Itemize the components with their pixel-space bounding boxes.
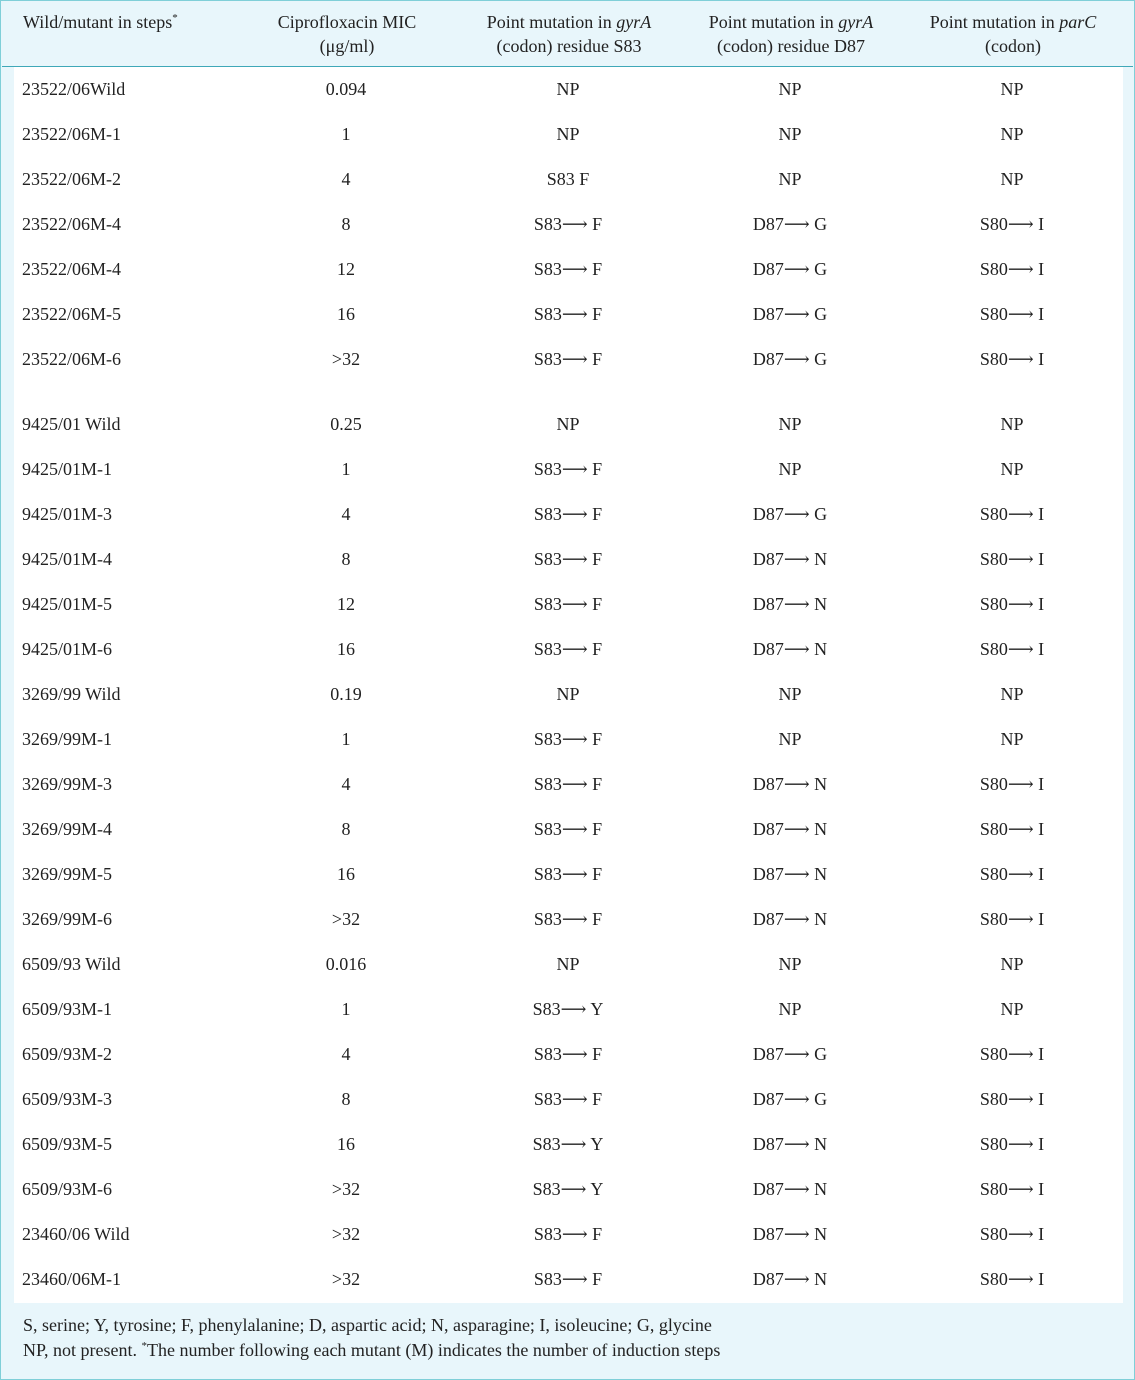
table-cell: S80⟶ I (979, 1089, 1045, 1109)
table-cell: S80⟶ I (979, 1224, 1045, 1244)
table-cell: NP (1000, 414, 1024, 434)
table-cell: S83⟶ F (533, 459, 603, 479)
header-text: (μg/ml) (319, 36, 375, 56)
table-cell: >32 (331, 1269, 361, 1289)
table-row (14, 807, 1123, 852)
table-cell: NP (556, 684, 580, 704)
table-cell: 23522/06M-1 (22, 124, 121, 144)
table-cell: S80⟶ I (979, 1134, 1045, 1154)
table-cell: 23522/06M-5 (22, 304, 121, 324)
table-row (14, 292, 1123, 337)
table-row (14, 582, 1123, 627)
table-cell: 1 (341, 124, 351, 144)
table-cell: NP (778, 459, 802, 479)
table-cell: 3269/99M-6 (22, 909, 112, 929)
table-cell: D87⟶ N (752, 594, 828, 614)
table-row (14, 1212, 1123, 1257)
table-row (14, 157, 1123, 202)
header-gyra-d87 (680, 10, 902, 58)
table-row (14, 762, 1123, 807)
table-cell: >32 (331, 1224, 361, 1244)
table-row (14, 627, 1123, 672)
header-text: Wild/mutant in steps (23, 12, 173, 32)
table-cell: D87⟶ G (752, 214, 828, 234)
table-cell: 6509/93M-6 (22, 1179, 112, 1199)
table-cell: 9425/01M-6 (22, 639, 112, 659)
table-cell: S80⟶ I (979, 864, 1045, 884)
table-cell: D87⟶ N (752, 864, 828, 884)
table-cell: 23522/06M-2 (22, 169, 121, 189)
table-cell: S80⟶ I (979, 909, 1045, 929)
table-cell: NP (778, 414, 802, 434)
table-cell: S80⟶ I (979, 1044, 1045, 1064)
table-cell: NP (1000, 684, 1024, 704)
table-row (14, 1167, 1123, 1212)
table-row (14, 537, 1123, 582)
table-cell: NP (778, 954, 802, 974)
table-cell: S83⟶ F (533, 729, 603, 749)
table-cell: NP (556, 124, 580, 144)
table-row (14, 1257, 1123, 1302)
table-cell: S80⟶ I (979, 504, 1045, 524)
table-cell: S83⟶ F (533, 864, 603, 884)
table-row (14, 112, 1123, 157)
table-cell: NP (778, 124, 802, 144)
header-text: Point mutation in (929, 12, 1060, 32)
footnote-text: NP, not present. (23, 1340, 142, 1360)
header-gene: parC (1059, 12, 1097, 32)
header-sup: * (172, 12, 178, 24)
table-cell: 9425/01M-1 (22, 459, 112, 479)
table-cell: S83⟶ Y (532, 999, 604, 1019)
footnote-text: The number following each mutant (M) indicates the number of induction steps (147, 1340, 721, 1360)
table-cell: 8 (341, 549, 351, 569)
table-cell: 6509/93M-1 (22, 999, 112, 1019)
table-cell: NP (556, 79, 580, 99)
table-cell: NP (556, 414, 580, 434)
table-header (2, 2, 1133, 67)
footnote-line: S, serine; Y, tyrosine; F, phenylalanine; D, aspartic acid; N, asparagine; I, isoleucine; G, glycine (23, 1315, 712, 1335)
table-cell: 12 (337, 259, 355, 279)
header-gene: gyrA (838, 12, 874, 32)
table-cell: S83 F (546, 169, 590, 189)
table-cell: NP (778, 999, 802, 1019)
table-row (14, 402, 1123, 447)
header-text: Point mutation in (708, 12, 839, 32)
table-cell: S80⟶ I (979, 774, 1045, 794)
header-gyra-s83 (458, 10, 680, 58)
table-cell: 0.25 (330, 414, 362, 434)
table-row (14, 717, 1123, 762)
table-cell: NP (1000, 999, 1024, 1019)
table-cell: 9425/01M-5 (22, 594, 112, 614)
table-cell: 23522/06M-4 (22, 259, 121, 279)
header-wild-mutant (23, 10, 233, 34)
table-cell: NP (778, 684, 802, 704)
table-cell: S83⟶ F (533, 214, 603, 234)
table-cell: S83⟶ F (533, 1089, 603, 1109)
table-cell: 1 (341, 999, 351, 1019)
table-cell: NP (778, 79, 802, 99)
table-cell: 3269/99M-4 (22, 819, 112, 839)
table-cell: S83⟶ F (533, 1044, 603, 1064)
table-cell: D87⟶ G (752, 1044, 828, 1064)
table-cell: 3269/99 Wild (22, 684, 121, 704)
table-cell: 0.094 (325, 79, 367, 99)
table-cell: 8 (341, 214, 351, 234)
table-cell: S83⟶ F (533, 594, 603, 614)
header-mic (247, 10, 447, 58)
table-row (14, 852, 1123, 897)
table-cell: D87⟶ N (752, 774, 828, 794)
table-row (14, 672, 1123, 717)
table-cell: S83⟶ F (533, 1224, 603, 1244)
table-cell: NP (556, 954, 580, 974)
table-cell: 4 (341, 1044, 351, 1064)
table-cell: D87⟶ G (752, 259, 828, 279)
table-cell: 16 (337, 1134, 355, 1154)
table-cell: 4 (341, 774, 351, 794)
table-cell: D87⟶ G (752, 349, 828, 369)
table-cell: S83⟶ Y (532, 1179, 604, 1199)
table-cell: 23522/06M-4 (22, 214, 121, 234)
table-cell: S80⟶ I (979, 1269, 1045, 1289)
table-cell: 23460/06 Wild (22, 1224, 130, 1244)
table-row (14, 942, 1123, 987)
footnote-line (23, 1338, 720, 1363)
table-row (14, 337, 1123, 382)
table-row (14, 67, 1123, 112)
table-cell: 9425/01M-4 (22, 549, 112, 569)
table-cell: D87⟶ N (752, 819, 828, 839)
table-cell: >32 (331, 909, 361, 929)
table-cell: NP (778, 169, 802, 189)
table-cell: S83⟶ F (533, 349, 603, 369)
table-row (14, 897, 1123, 942)
table-cell: S83⟶ F (533, 304, 603, 324)
table-cell: S83⟶ F (533, 909, 603, 929)
table-cell: S83⟶ F (533, 639, 603, 659)
header-text: (codon) (985, 36, 1041, 56)
header-text: (codon) residue D87 (717, 36, 865, 56)
table-cell: S80⟶ I (979, 349, 1045, 369)
table-body (14, 67, 1123, 1303)
table-cell: >32 (331, 1179, 361, 1199)
table-cell: D87⟶ N (752, 549, 828, 569)
table-cell: S80⟶ I (979, 1179, 1045, 1199)
table-cell: S83⟶ Y (532, 1134, 604, 1154)
table-cell: D87⟶ G (752, 304, 828, 324)
table-cell: 16 (337, 864, 355, 884)
table-cell: S83⟶ F (533, 504, 603, 524)
table-cell: NP (1000, 459, 1024, 479)
table-cell: NP (778, 729, 802, 749)
table-cell: 1 (341, 729, 351, 749)
table-cell: 6509/93M-5 (22, 1134, 112, 1154)
table-cell: 16 (337, 304, 355, 324)
table-cell: 8 (341, 1089, 351, 1109)
table-cell: 9425/01M-3 (22, 504, 112, 524)
table-row (14, 1032, 1123, 1077)
footnote-sup: * (141, 1340, 147, 1352)
table-cell: S80⟶ I (979, 819, 1045, 839)
table-cell: 3269/99M-3 (22, 774, 112, 794)
table-cell: NP (1000, 169, 1024, 189)
header-text: Point mutation in (486, 12, 617, 32)
table-cell: NP (1000, 79, 1024, 99)
table-cell: S83⟶ F (533, 549, 603, 569)
table-cell: NP (1000, 729, 1024, 749)
table-row (14, 492, 1123, 537)
table-cell: 4 (341, 504, 351, 524)
table-cell: 4 (341, 169, 351, 189)
table-cell: D87⟶ N (752, 1179, 828, 1199)
table-cell: 6509/93 Wild (22, 954, 121, 974)
header-text: Ciprofloxacin MIC (277, 12, 417, 32)
table-row (14, 987, 1123, 1032)
table-cell: D87⟶ N (752, 639, 828, 659)
table-row (14, 1077, 1123, 1122)
header-parc (902, 10, 1124, 58)
table-cell: S83⟶ F (533, 774, 603, 794)
table-cell: NP (1000, 954, 1024, 974)
table-cell: >32 (331, 349, 361, 369)
table-cell: 23522/06M-6 (22, 349, 121, 369)
table-cell: S80⟶ I (979, 549, 1045, 569)
table-cell: 1 (341, 459, 351, 479)
table-cell: 12 (337, 594, 355, 614)
table-row (14, 447, 1123, 492)
table-cell: D87⟶ N (752, 1269, 828, 1289)
table-cell: 0.19 (330, 684, 362, 704)
table-cell: D87⟶ G (752, 1089, 828, 1109)
table-cell: 6509/93M-2 (22, 1044, 112, 1064)
table-cell: D87⟶ N (752, 1134, 828, 1154)
table-footnote (23, 1313, 720, 1363)
table-cell: 16 (337, 639, 355, 659)
table-row (14, 202, 1123, 247)
table-cell: S80⟶ I (979, 639, 1045, 659)
table-cell: 6509/93M-3 (22, 1089, 112, 1109)
header-text: (codon) residue S83 (496, 36, 642, 56)
table-cell: 9425/01 Wild (22, 414, 121, 434)
table-cell: D87⟶ G (752, 504, 828, 524)
table-cell: S80⟶ I (979, 259, 1045, 279)
table-cell: 23460/06M-1 (22, 1269, 121, 1289)
table-cell: 3269/99M-5 (22, 864, 112, 884)
table-cell: S80⟶ I (979, 214, 1045, 234)
table-cell: S83⟶ F (533, 819, 603, 839)
table-cell: S83⟶ F (533, 1269, 603, 1289)
table-cell: 23522/06Wild (22, 79, 126, 99)
table-cell: NP (1000, 124, 1024, 144)
table-cell: 3269/99M-1 (22, 729, 112, 749)
table-row (14, 247, 1123, 292)
table-row (14, 1122, 1123, 1167)
table-cell: S80⟶ I (979, 304, 1045, 324)
table-cell: D87⟶ N (752, 1224, 828, 1244)
header-gene: gyrA (616, 12, 652, 32)
table-cell: S80⟶ I (979, 594, 1045, 614)
table-cell: S83⟶ F (533, 259, 603, 279)
table-cell: 0.016 (325, 954, 367, 974)
table-cell: D87⟶ N (752, 909, 828, 929)
table-cell: 8 (341, 819, 351, 839)
